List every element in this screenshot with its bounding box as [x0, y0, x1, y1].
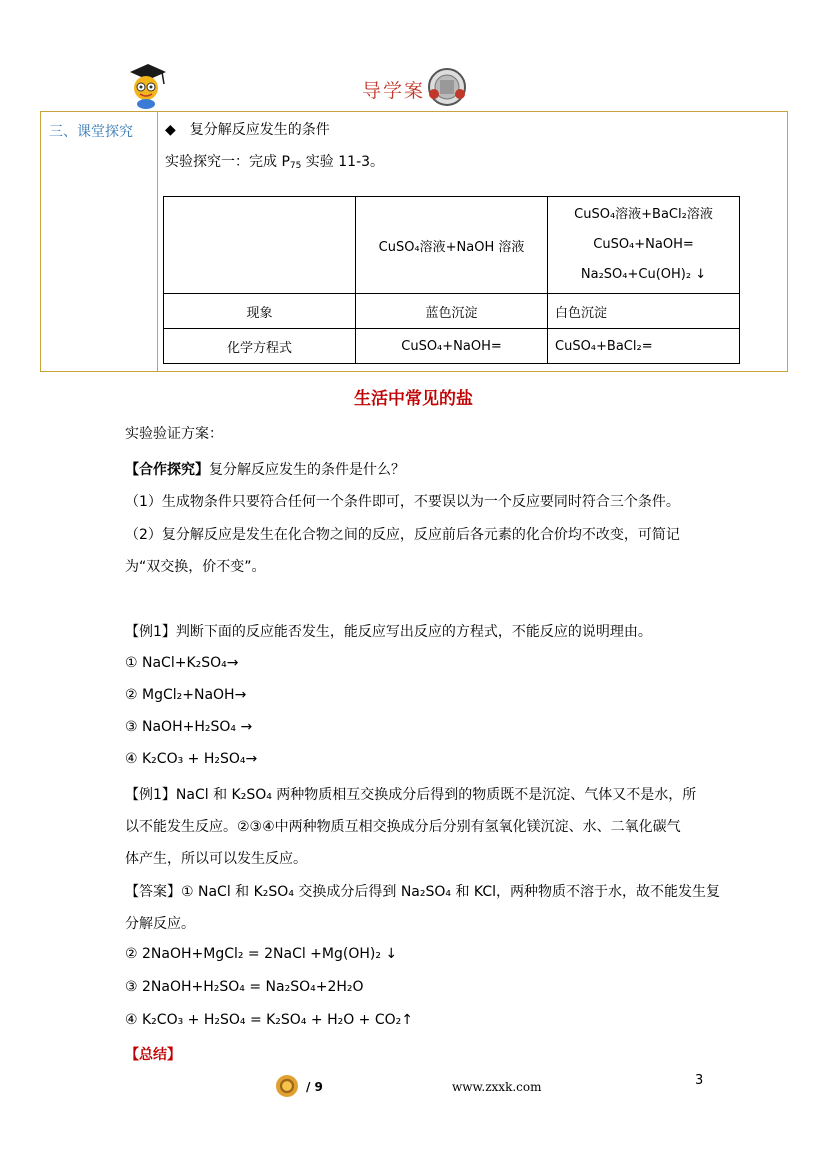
condition-2-line1: （2）复分解反应是发生在化合物之间的反应，反应前后各元素的化合价均不改变，可简记 — [125, 527, 680, 543]
coop-tag: 【合作探究】 — [125, 462, 209, 478]
col1-phenomenon: 蓝色沉淀 — [356, 294, 548, 329]
col2-equation: CuSO₄+BaCl₂= — [548, 329, 740, 364]
answer-4: ④ K₂CO₃ + H₂SO₄ = K₂SO₄ + H₂O + CO₂↑ — [125, 1012, 413, 1028]
page-number: 3 — [695, 1073, 704, 1088]
analysis-line1: 【例1】NaCl 和 K₂SO₄ 两种物质相互交换成分后得到的物质既不是沉淀、气体又不是水，所 — [125, 787, 697, 803]
site-url[interactable]: www.zxxk.com — [452, 1080, 542, 1094]
coop-question: 复分解反应发生的条件是什么？ — [209, 462, 405, 478]
col2-phenomenon: 白色沉淀 — [548, 294, 740, 329]
experiment-page-subscript: 75 — [289, 161, 302, 171]
table-corner-cell — [164, 197, 356, 294]
condition-2-line2: 为“双交换，价不变”。 — [125, 559, 266, 575]
analysis-line2: 以不能发生反应。②③④中两种物质互相交换成分后分别有氢氧化镁沉淀、水、二氧化碳气 — [125, 819, 681, 835]
col1-header: CuSO₄溶液+NaOH 溶液 — [356, 197, 548, 294]
diamond-bullet-icon: ◆ — [165, 122, 176, 138]
answer-line2: 分解反应。 — [125, 916, 195, 932]
col2-header-line2: CuSO₄+NaOH= — [593, 237, 694, 252]
section-label: 三、课堂探究 — [49, 124, 133, 140]
header-title: 导学案 — [362, 80, 426, 102]
question-4: ④ K₂CO₃ + H₂SO₄→ — [125, 751, 258, 767]
answer-3: ③ 2NaOH+H₂SO₄ = Na₂SO₄+2H₂O — [125, 979, 364, 995]
example-question: 【例1】判断下面的反应能否发生，能反应写出反应的方程式，不能反应的说明理由。 — [125, 624, 652, 640]
equation-label: 化学方程式 — [164, 329, 356, 364]
mascot-logo — [124, 60, 170, 110]
coop-inquiry — [125, 459, 405, 479]
condition-1: （1）生成物条件只要符合任何一个条件即可，不要误以为一个反应要同时符合三个条件。 — [125, 494, 680, 510]
section-title: 生活中常见的盐 — [354, 389, 473, 409]
question-2: ② MgCl₂+NaOH→ — [125, 687, 247, 703]
col2-header-line1: CuSO₄溶液+BaCl₂溶液 — [574, 207, 713, 222]
seal-logo — [427, 67, 467, 107]
phenomenon-label: 现象 — [164, 294, 356, 329]
plan-text: 实验验证方案： — [125, 426, 223, 442]
answer-line1: 【答案】① NaCl 和 K₂SO₄ 交换成分后得到 Na₂SO₄ 和 KCl，两种物质不溶于水，故不能发生复 — [125, 884, 720, 900]
experiment-table — [163, 196, 740, 364]
col2-header — [548, 197, 740, 294]
page-total: / 9 — [306, 1080, 323, 1094]
col1-equation: CuSO₄+NaOH= — [356, 329, 548, 364]
section-heading-text: 复分解反应发生的条件 — [189, 122, 330, 138]
question-3: ③ NaOH+H₂SO₄ → — [125, 719, 253, 735]
experiment-intro — [165, 151, 384, 171]
experiment-intro-suffix: 实验 11-3。 — [301, 154, 385, 170]
answer-2: ② 2NaOH+MgCl₂ = 2NaCl +Mg(OH)₂ ↓ — [125, 946, 398, 962]
analysis-line3: 体产生，所以可以发生反应。 — [125, 851, 307, 867]
section-label-cell — [41, 112, 158, 371]
question-1: ① NaCl+K₂SO₄→ — [125, 655, 239, 671]
summary-heading: 【总结】 — [125, 1047, 181, 1063]
coin-icon — [276, 1075, 298, 1097]
experiment-intro-prefix: 实验探究一：完成 P — [165, 154, 290, 170]
section-heading — [165, 119, 330, 139]
col2-header-line3: Na₂SO₄+Cu(OH)₂ ↓ — [580, 267, 707, 282]
